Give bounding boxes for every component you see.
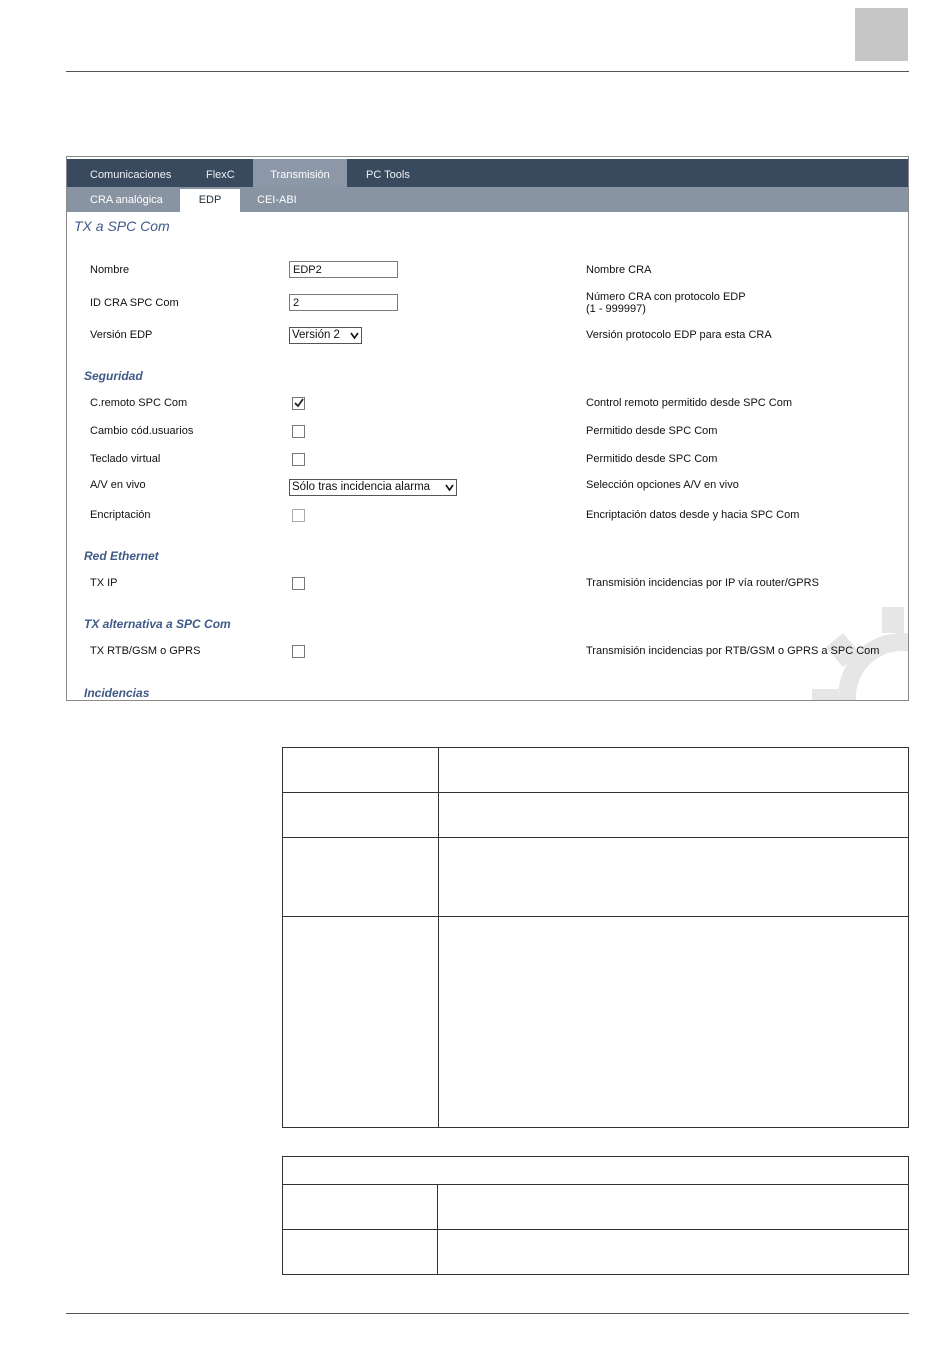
table-cell bbox=[439, 838, 909, 917]
nombre-desc: Nombre CRA bbox=[586, 264, 652, 276]
tx-rtb-checkbox[interactable] bbox=[292, 645, 305, 658]
version-edp-value: Versión 2 bbox=[292, 329, 340, 341]
table-row bbox=[283, 917, 909, 1128]
page-title: TX a SPC Com bbox=[74, 218, 170, 234]
version-edp-label: Versión EDP bbox=[90, 329, 153, 341]
app-screenshot bbox=[66, 156, 909, 701]
av-vivo-value: Sólo tras incidencia alarma bbox=[292, 481, 431, 493]
id-cra-desc-line2: (1 - 999997) bbox=[586, 303, 646, 315]
id-cra-desc bbox=[586, 291, 746, 315]
tx-alternativa-title: TX alternativa a SPC Com bbox=[84, 617, 231, 631]
tab-transmision[interactable]: Transmisión bbox=[253, 159, 347, 187]
version-edp-desc: Versión protocolo EDP para esta CRA bbox=[586, 329, 772, 341]
table-cell bbox=[438, 1185, 909, 1230]
id-cra-input[interactable]: 2 bbox=[289, 294, 398, 311]
page-marker-box bbox=[855, 8, 908, 61]
table-row bbox=[283, 1230, 909, 1275]
header-rule bbox=[66, 71, 909, 72]
table-row bbox=[283, 1185, 909, 1230]
cambio-cod-desc: Permitido desde SPC Com bbox=[586, 425, 718, 437]
table-cell bbox=[439, 917, 909, 1128]
parameter-table bbox=[282, 747, 909, 1128]
id-cra-label: ID CRA SPC Com bbox=[90, 297, 179, 309]
tab-flexc[interactable]: FlexC bbox=[206, 169, 235, 181]
c-remoto-checkbox[interactable] bbox=[292, 397, 305, 410]
tx-ip-desc: Transmisión incidencias por IP vía router/GPRS bbox=[586, 577, 819, 589]
teclado-checkbox[interactable] bbox=[292, 453, 305, 466]
tx-ip-checkbox[interactable] bbox=[292, 577, 305, 590]
table-header-cell bbox=[283, 1157, 909, 1185]
encriptacion-desc: Encriptación datos desde y hacia SPC Com bbox=[586, 509, 800, 521]
footer-rule bbox=[66, 1313, 909, 1314]
table-cell bbox=[283, 1230, 438, 1275]
version-edp-select[interactable] bbox=[289, 327, 362, 344]
table-cell bbox=[439, 748, 909, 793]
red-ethernet-title: Red Ethernet bbox=[84, 549, 159, 563]
table-cell bbox=[283, 1185, 438, 1230]
av-vivo-select[interactable] bbox=[289, 479, 457, 496]
teclado-label: Teclado virtual bbox=[90, 453, 161, 465]
sub-nav bbox=[67, 187, 908, 212]
encriptacion-label: Encriptación bbox=[90, 509, 151, 521]
tab-comunicaciones[interactable]: Comunicaciones bbox=[90, 169, 172, 181]
tab-cra-analogica[interactable]: CRA analógica bbox=[90, 194, 163, 206]
table-row bbox=[283, 838, 909, 917]
cambio-cod-label: Cambio cód.usuarios bbox=[90, 425, 194, 437]
nombre-input[interactable]: EDP2 bbox=[289, 261, 398, 278]
seguridad-title: Seguridad bbox=[84, 369, 143, 383]
av-vivo-label: A/V en vivo bbox=[90, 479, 146, 491]
tx-rtb-label: TX RTB/GSM o GPRS bbox=[90, 645, 201, 657]
incidencias-title: Incidencias bbox=[84, 686, 150, 700]
table-cell bbox=[439, 793, 909, 838]
table-row bbox=[283, 748, 909, 793]
av-vivo-desc: Selección opciones A/V en vivo bbox=[586, 479, 739, 491]
main-nav bbox=[67, 159, 908, 187]
table-cell bbox=[438, 1230, 909, 1275]
c-remoto-label: C.remoto SPC Com bbox=[90, 397, 188, 409]
id-cra-desc-line1: Número CRA con protocolo EDP bbox=[586, 291, 746, 303]
tab-cei-abi[interactable]: CEI-ABI bbox=[257, 194, 297, 206]
checkmark-icon bbox=[293, 397, 305, 409]
teclado-desc: Permitido desde SPC Com bbox=[586, 453, 718, 465]
dropdown-arrow-icon bbox=[350, 331, 359, 340]
nombre-label: Nombre bbox=[90, 264, 130, 276]
cambio-cod-checkbox[interactable] bbox=[292, 425, 305, 438]
table-row bbox=[283, 1157, 909, 1185]
tx-ip-label: TX IP bbox=[90, 577, 118, 589]
encriptacion-checkbox[interactable] bbox=[292, 509, 305, 522]
c-remoto-desc: Control remoto permitido desde SPC Com bbox=[586, 397, 793, 409]
table-cell bbox=[283, 793, 439, 838]
tab-pc-tools[interactable]: PC Tools bbox=[366, 169, 410, 181]
tab-edp[interactable]: EDP bbox=[180, 189, 240, 212]
table-row bbox=[283, 793, 909, 838]
table-cell bbox=[283, 838, 439, 917]
tx-rtb-desc: Transmisión incidencias por RTB/GSM o GPRS a SPC Com bbox=[586, 645, 880, 657]
table-cell bbox=[283, 748, 439, 793]
dropdown-arrow-icon bbox=[445, 483, 454, 492]
table-cell bbox=[283, 917, 439, 1128]
secondary-table bbox=[282, 1156, 909, 1275]
